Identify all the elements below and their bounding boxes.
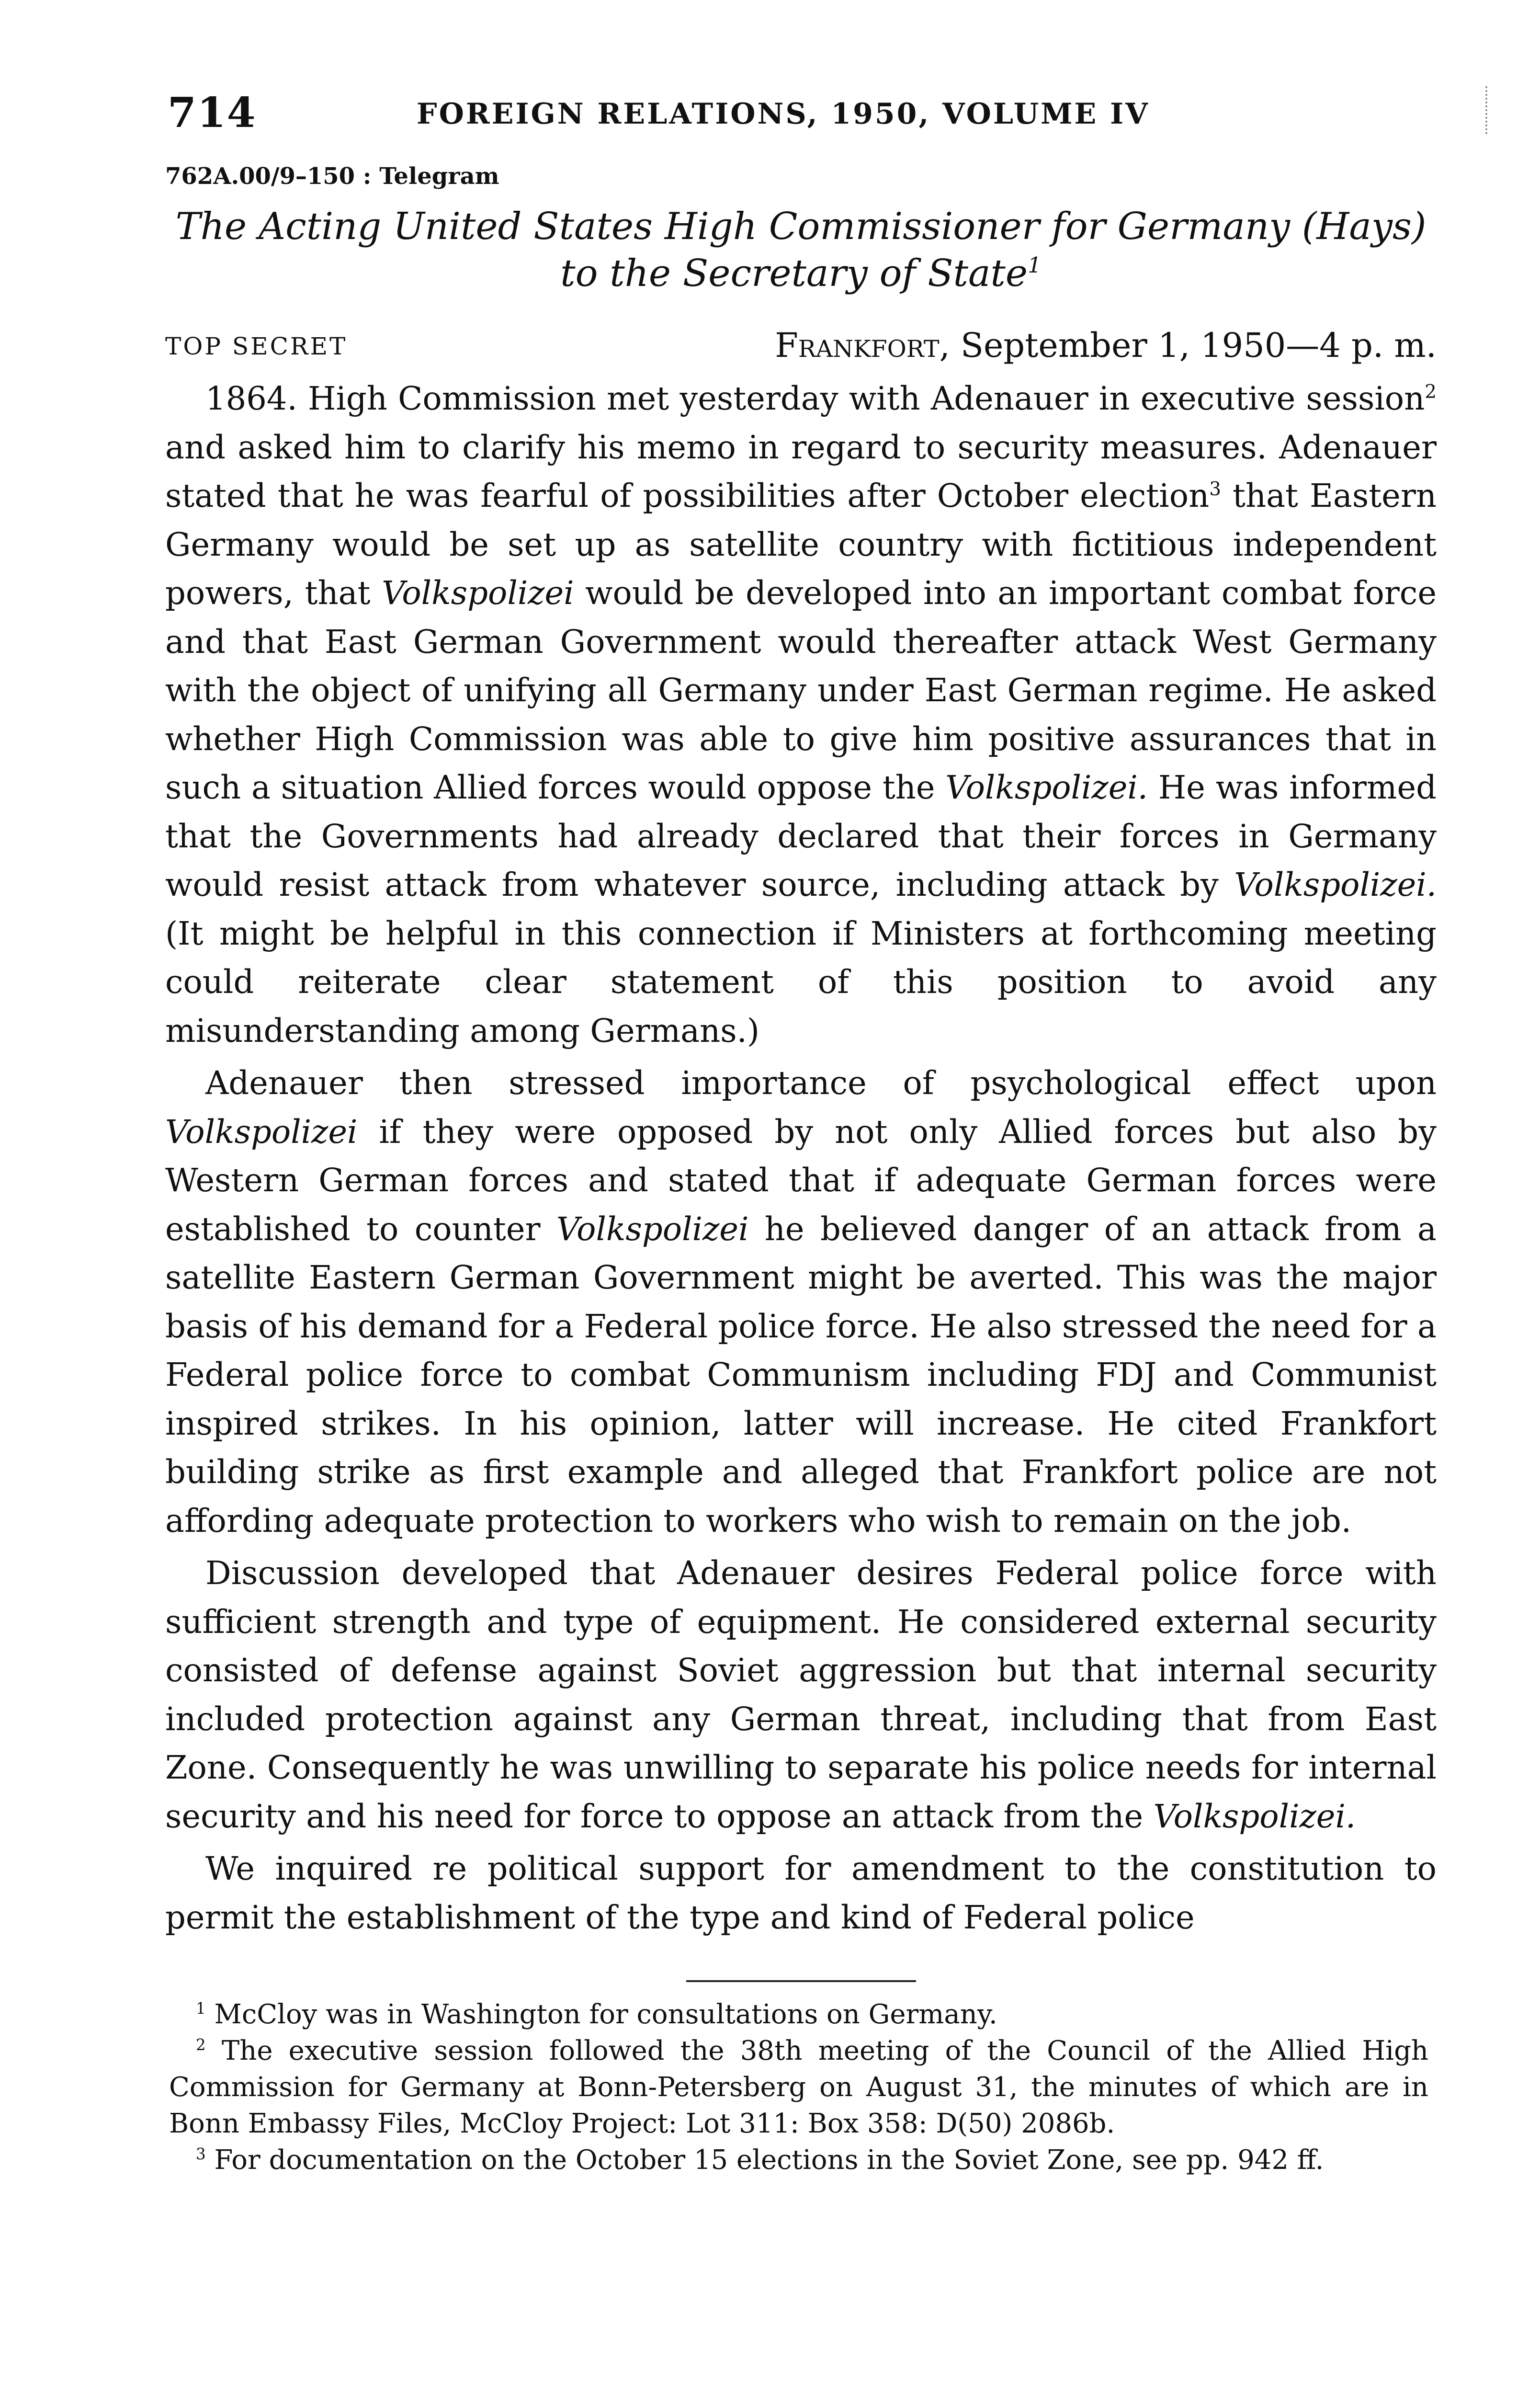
footnote-1: [169, 1996, 1428, 2033]
margin-mark: [1482, 86, 1487, 134]
italic-term: Volkspolizei: [165, 1113, 358, 1151]
text-run: He was informed that the Governments had already declared that their forces in Germany would resist attack from whatever source, including attack by: [165, 769, 1437, 903]
text-run: Discussion developed that Adenauer desires Federal police force with sufficient strength and type of equipment. He considered external security consisted of defense against Soviet aggression but that internal security included protection against any German threat, including that from East Zone. Consequently he was unwilling to separate his police needs for internal security and his need for force to oppose an attack from the: [165, 1554, 1437, 1835]
telegram-body: [165, 375, 1437, 1942]
footnote-divider: [686, 1980, 916, 1982]
file-reference: 762A.00/9–150 : Telegram: [165, 163, 499, 190]
footnote-number: 1: [196, 1999, 206, 2018]
italic-term: Volkspolizei.: [1153, 1797, 1356, 1835]
italic-term: Volkspolizei: [382, 574, 574, 612]
page-content: [165, 163, 1437, 2178]
text-run: Adenauer then stressed importance of psychological effect upon: [205, 1064, 1437, 1102]
date: , September 1, 1950—4 p. m.: [939, 326, 1437, 365]
dateline: [775, 326, 1437, 365]
page-header: [168, 89, 1437, 141]
text-run: that Eastern Germany would be set up as satellite country with fictitious independent powers, that: [165, 477, 1437, 612]
footnote-text: McCloy was in Washington for consultations on Germany.: [214, 1999, 997, 2030]
text-run: We inquired re political support for amendment to the constitution to permit the establishment of the type and kind of Federal police: [165, 1850, 1437, 1936]
footnote-text: For documentation on the October 15 elections in the Soviet Zone, see pp. 942 ff.: [214, 2144, 1324, 2176]
italic-term: Volkspolizei.: [1234, 866, 1437, 903]
footnote-ref: 3: [1209, 478, 1221, 500]
text-run: and asked him to clarify his memo in regard to security measures. Adenauer stated that he was fearful of possibilities after October election: [165, 428, 1437, 514]
place: Frankfort: [775, 326, 940, 365]
footnote-number: 3: [196, 2144, 206, 2163]
text-run: he believed danger of an attack from a satellite Eastern German Government might be averted. This was the major basis of his demand for a Federal police force. He also stressed the need for a Federal police force to combat Communism including FDJ and Communist inspired strikes. In his opinion, latter will increase. He cited Frankfort building strike as first example and alleged that Frankfort police are not affording adequate protection to workers who wish to remain on the job.: [165, 1210, 1437, 1540]
footnote-ref: 2: [1425, 381, 1437, 403]
footnote-ref: 1: [1027, 252, 1042, 278]
title-line-2: [165, 250, 1437, 297]
title-line-2-text: to the Secretary of State: [560, 252, 1028, 295]
text-run: would be developed into an important combat force and that East German Government would thereafter attack West Germany with the object of unifying all Germany under East German regime. He asked whether High Commission was able to give him positive assurances that in such a situation Allied forces would oppose the: [165, 574, 1437, 806]
text-run: if they were opposed by not only Allied forces but also by Western German forces and stated that if adequate German forces were established to counter: [165, 1113, 1437, 1248]
text-run: (It might be helpful in this connection if Ministers at forthcoming meeting could reiterate clear statement of this position to avoid any misunderstanding among Germans.): [165, 914, 1437, 1049]
footnote-text: The executive session followed the 38th meeting of the Council of the Allied High Commission for Germany at Bonn-Petersberg on August 31, the minutes of which are in Bonn Embassy Files, McCloy Project: Lot 311: Box 358: D(50) 2086b.: [169, 2035, 1428, 2139]
footnote-number: 2: [196, 2035, 206, 2054]
footnote-2: [169, 2033, 1428, 2142]
italic-term: Volkspolizei: [556, 1210, 749, 1248]
classification: TOP SECRET: [165, 332, 348, 360]
title-line-1: The Acting United States High Commissioner for Germany (Hays): [175, 205, 1427, 248]
footnote-3: [169, 2142, 1428, 2178]
date-line: [165, 326, 1437, 372]
text-run: 1864. High Commission met yesterday with Adenauer in executive session: [205, 380, 1425, 417]
paragraph-3: [165, 1549, 1437, 1841]
italic-term: Volkspolizei.: [945, 769, 1148, 806]
running-head: FOREIGN RELATIONS, 1950, VOLUME IV: [417, 97, 1150, 131]
footnotes: [169, 1996, 1428, 2178]
page-number: 714: [168, 89, 257, 137]
paragraph-2: [165, 1059, 1437, 1545]
paragraph-4: [165, 1845, 1437, 1942]
paragraph-1: [165, 375, 1437, 1055]
document-title: [165, 203, 1437, 297]
